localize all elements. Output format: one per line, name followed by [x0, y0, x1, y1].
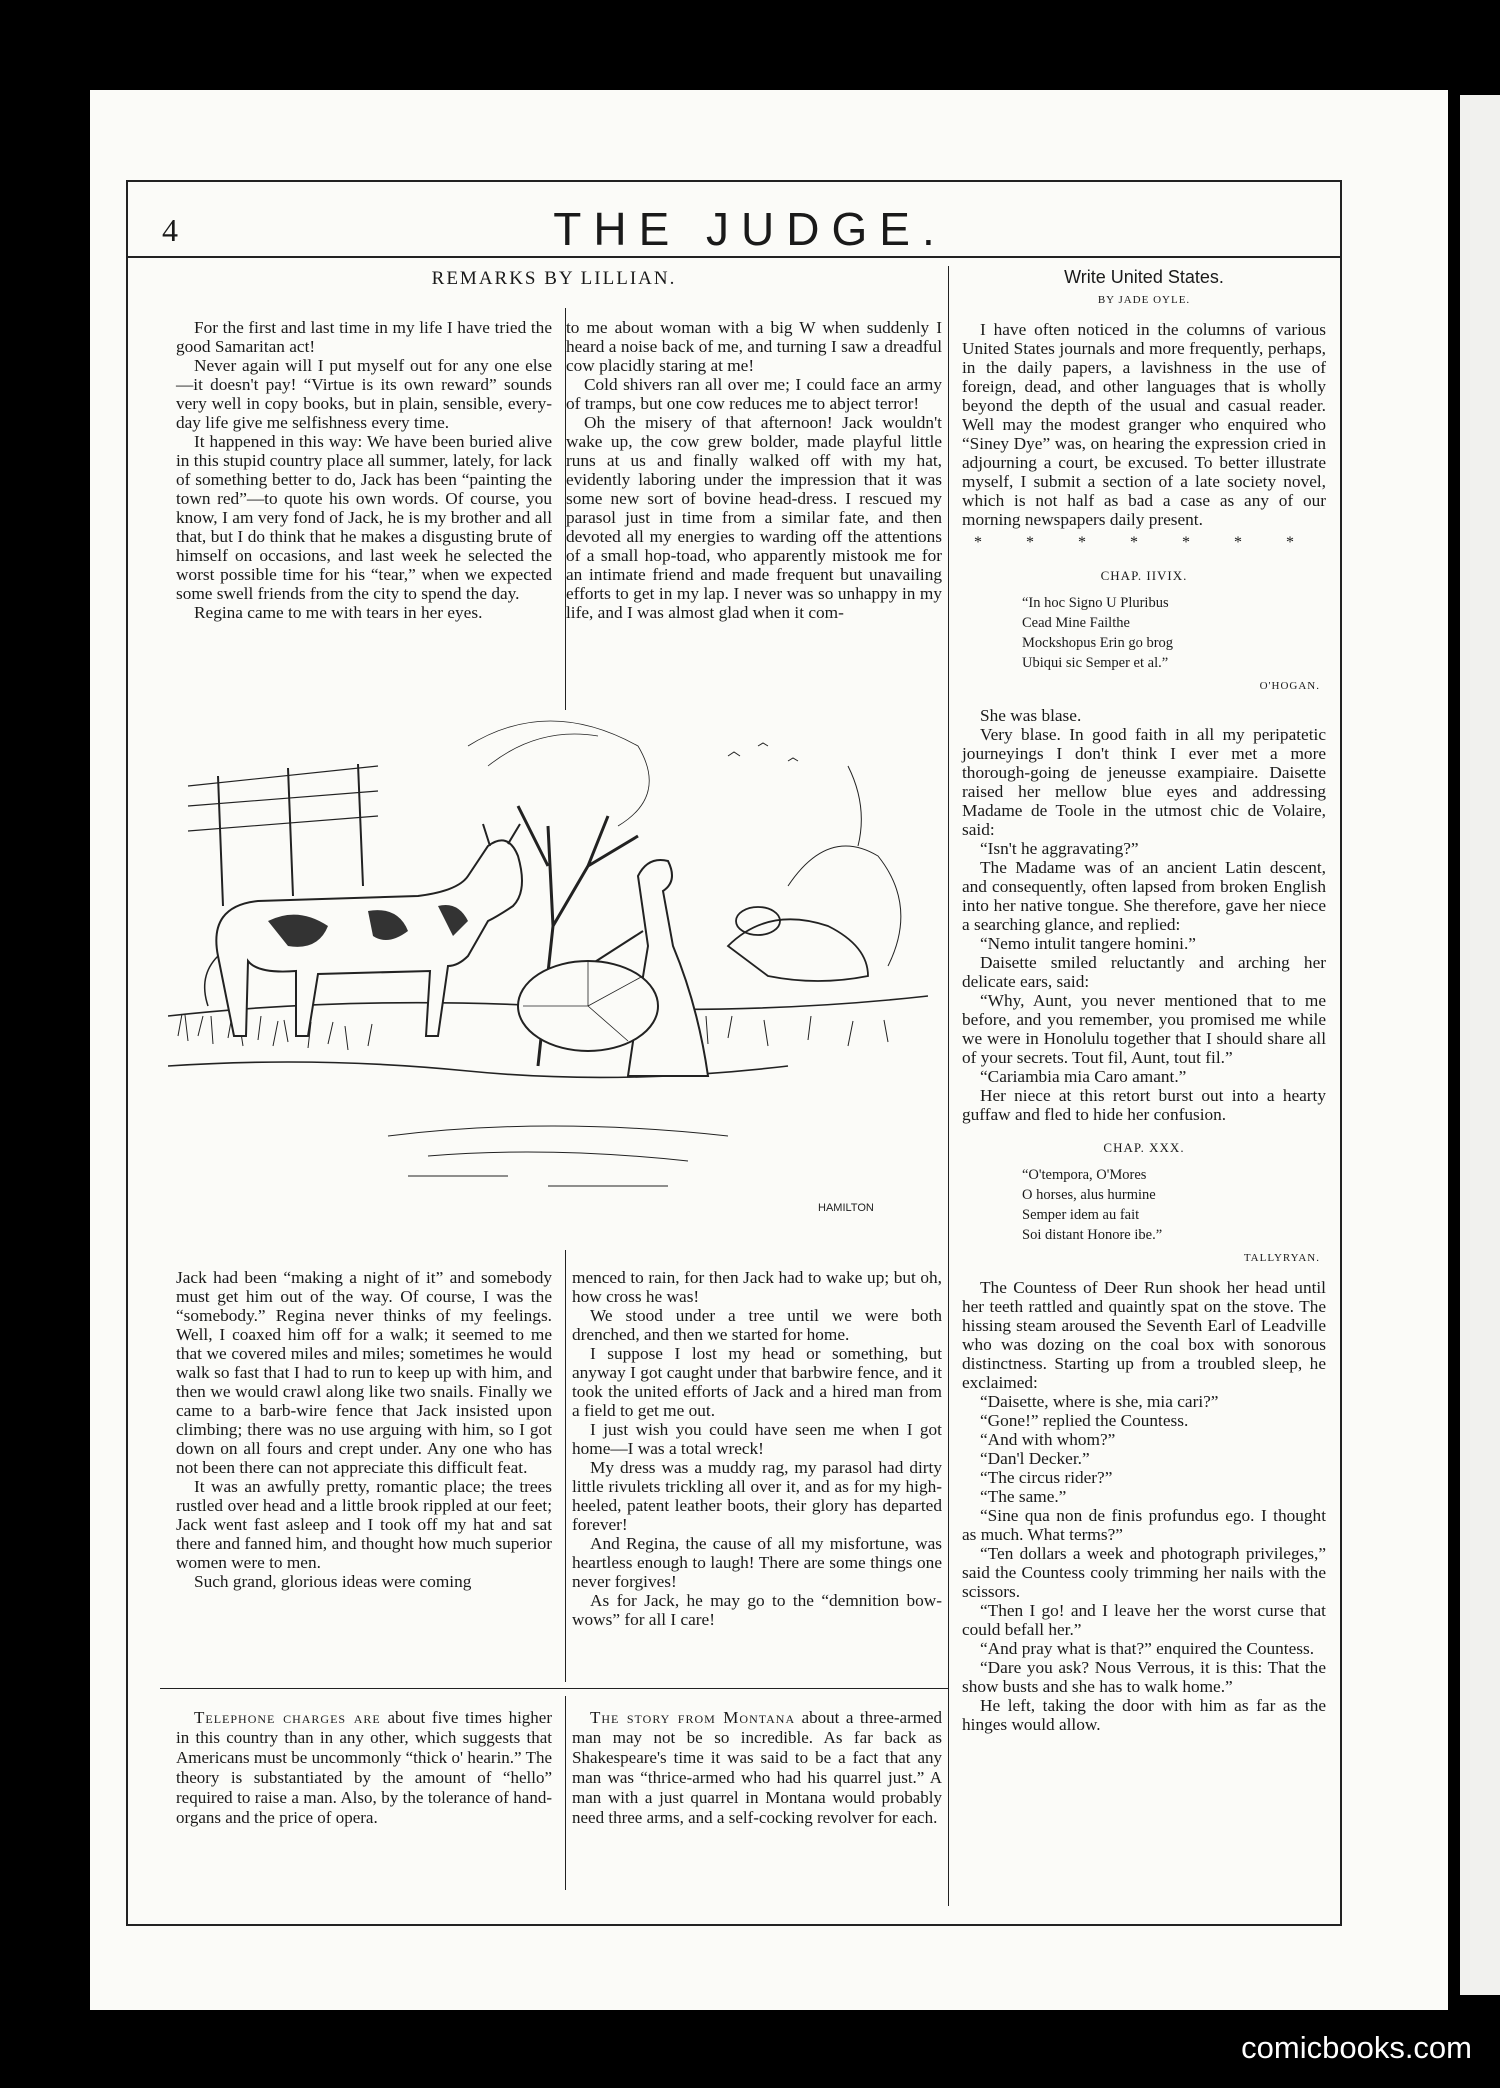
- paragraph: As for Jack, he may go to the “demnition bow-wows” for all I care!: [572, 1591, 942, 1629]
- paragraph: We stood under a tree until we were both drenched, and then we started for home.: [572, 1306, 942, 1344]
- verse-line: “In hoc Signo U Pluribus: [1022, 595, 1169, 611]
- verse-line: Mockshopus Erin go brog: [1022, 635, 1174, 651]
- paragraph: “Dare you ask? Nous Verrous, it is this: That the show busts and she has to walk home.”: [962, 1658, 1326, 1696]
- verse-line: Cead Mine Failthe: [1022, 615, 1130, 631]
- item-lead: The story from Montana: [590, 1708, 796, 1727]
- paragraph: Very blase. In good faith in all my peripatetic journeyings I don't think I ever met a more thorough-going de jeneusse exampiaire. Daisette raised her mellow blue eyes and addressing Madame de Toole in the utmost chic de Volaire, said:: [962, 725, 1326, 839]
- verse-line: “O'tempora, O'Mores: [1022, 1167, 1147, 1183]
- paragraph: “Daisette, where is she, mia cari?”: [980, 1392, 1219, 1411]
- paragraph: I suppose I lost my head or something, but anyway I got caught under that barbwire fence, and it took the united efforts of Jack and a hired man from a field to get me out.: [572, 1344, 942, 1420]
- section-break: * * * * * * *: [974, 534, 1314, 551]
- paragraph: It happened in this way: We have been buried alive in this stupid country place all summer, lately, for lack of something better to do, Jack has been “painting the town red”—to quote his own words. Of course, you know, I am very fond of Jack, he is my brother and all that, but I do think that he makes a disgusting brute of himself on occasions, and last week he selected the worst possible time for his “tear,” when we expected some swell friends from the city to spend the day.: [176, 432, 552, 603]
- paragraph: “Gone!” replied the Countess.: [980, 1411, 1189, 1430]
- paragraph: “Sine qua non de finis profundus ego. I thought as much. What terms?”: [962, 1506, 1326, 1544]
- paragraph: to me about woman with a big W when suddenly I heard a noise back of me, and turning I saw a dreadful cow placidly staring at me!: [566, 318, 942, 375]
- item-text: about a three-armed man may not be so incredible. As far back as Shakespeare's time it was said to be a fact that any man was “thrice-armed who had his quarrel just.” A man with a just quarrel in Montana would probably need three arms, and a self-cocking revolver for each.: [572, 1708, 942, 1827]
- paragraph: Oh the misery of that afternoon! Jack wouldn't wake up, the cow grew bolder, made playful little runs at us and finally walked off with my hat, evidently laboring under the impression that it was some new sort of bovine head-dress. I rescued my parasol just in time from a similar fate, and then devoted all my energies to warding off the attentions of a small hop-toad, who apparently mistook me for an intimate friend and made frequent but unavailing efforts to get in my lap. I never was so unhappy in my life, and I was almost glad when it com-: [566, 413, 942, 622]
- verse-line: O horses, alus hurmine: [1022, 1187, 1156, 1203]
- montana-item: [572, 1708, 942, 1828]
- byline: BY JADE OYLE.: [1097, 294, 1191, 306]
- paragraph: Her niece at this retort burst out into a hearty guffaw and fled to hide her confusion.: [962, 1086, 1326, 1124]
- lillian-column-1: [176, 318, 552, 622]
- page-number: 4: [162, 212, 178, 248]
- verse-line: Ubiqui sic Semper et al.”: [1022, 655, 1169, 671]
- paragraph: I just wish you could have seen me when I got home—I was a total wreck!: [572, 1420, 942, 1458]
- next-page-edge: [1460, 95, 1500, 1995]
- paragraph: menced to rain, for then Jack had to wake up; but oh, how cross he was!: [572, 1268, 942, 1306]
- signature: O'HOGAN.: [1259, 680, 1320, 692]
- paragraph: My dress was a muddy rag, my parasol had dirty little rivulets trickling all over it, and as for my high-heeled, patent leather boots, their glory has departed forever!: [572, 1458, 942, 1534]
- paragraph: The Countess of Deer Run shook her head until her teeth rattled and quaintly spat on the stove. The hissing steam aroused the Seventh Earl of Leadville who was dozing on the coal box with sonorous distinctness. Starting up from a troubled sleep, he exclaimed:: [962, 1278, 1326, 1392]
- masthead: THE JUDGE.: [553, 203, 947, 255]
- paragraph: Jack had been “making a night of it” and somebody must get him out of the way. Of course, I was the “somebody.” Regina never thinks of my feelings. Well, I coaxed him off for a walk; it seemed to me that we covered miles and miles; sometimes he would walk so fast that I had to run to keep up with him, and then we would crawl along like two snails. Finally we came to a barb-wire fence that Jack insisted upon climbing; there was no use arguing with him, so I got down on all fours and crept under. Any one who has not been there can not appreciate this difficult feat.: [176, 1268, 552, 1477]
- verse-line: Semper idem au fait: [1022, 1207, 1140, 1223]
- paragraph: “Why, Aunt, you never mentioned that to me before, and you remember, you promised me while we were in Honolulu together that I should share all of your secrets. Tout fil, Aunt, tout fil.”: [962, 991, 1326, 1067]
- article-title: Write United States.: [1064, 267, 1224, 287]
- paragraph: Such grand, glorious ideas were coming: [194, 1572, 472, 1591]
- masthead-rule: [126, 256, 1342, 258]
- section-rule: [160, 1688, 948, 1689]
- write-united-states-column: [962, 268, 1326, 1734]
- telephone-item: [176, 1708, 552, 1828]
- signature: TALLYRYAN.: [1243, 1252, 1320, 1264]
- paragraph: “Nemo intulit tangere homini.”: [980, 934, 1196, 953]
- paragraph: She was blase.: [980, 706, 1082, 725]
- lillian-column-3: [176, 1268, 552, 1591]
- paragraph: It was an awfully pretty, romantic place; the trees rustled over head and a little brook rippled at our feet; Jack went fast asleep and I took off my hat and sat there and fanned him, and thought how much superior women were to men.: [176, 1477, 552, 1572]
- watermark: comicbooks.com: [1241, 2030, 1472, 2065]
- paragraph: The Madame was of an ancient Latin descent, and consequently, often lapsed from broken English into her native tongue. She therefore, gave her niece a searching glance, and replied:: [962, 858, 1326, 934]
- verse-line: Soi distant Honore ibe.”: [1022, 1227, 1163, 1243]
- lillian-column-4: [572, 1268, 942, 1629]
- lillian-column-2: [566, 318, 942, 622]
- item-text: about five times higher in this country than in any other, which suggests that Americans must be uncommonly “thick o' hearin.” The theory is substantiated by the amount of “hello” required to raise a man. Also, by the tolerance of hand-organs and the price of opera.: [176, 1708, 553, 1827]
- chapter-heading: CHAP. XXX.: [1103, 1140, 1185, 1155]
- paragraph: “Cariambia mia Caro amant.”: [980, 1067, 1187, 1086]
- paragraph: He left, taking the door with him as far as the hinges would allow.: [962, 1696, 1326, 1734]
- paragraph: “Ten dollars a week and photograph privileges,” said the Countess cooly trimming her nails with the scissors.: [962, 1544, 1326, 1601]
- paragraph: Daisette smiled reluctantly and arching her delicate ears, said:: [962, 953, 1326, 991]
- paragraph: Cold shivers ran all over me; I could face an army of tramps, but one cow reduces me to abject terror!: [566, 375, 942, 413]
- paragraph: “Isn't he aggravating?”: [980, 839, 1139, 858]
- paragraph: “And pray what is that?” enquired the Countess.: [980, 1639, 1315, 1658]
- paragraph: “And with whom?”: [980, 1430, 1116, 1449]
- paragraph: Never again will I put myself out for any one else—it doesn't pay! “Virtue is its own reward” sounds very well in copy books, but in plain, sensible, every-day life give me selfishness every time.: [176, 356, 552, 432]
- column-rule: [565, 1696, 566, 1890]
- paragraph: And Regina, the cause of all my misfortune, was heartless enough to laugh! There are some things one never forgives!: [572, 1534, 942, 1591]
- paragraph: “The circus rider?”: [980, 1468, 1113, 1487]
- paragraph: “The same.”: [980, 1487, 1067, 1506]
- paragraph: “Then I go! and I leave her the worst curse that could befall her.”: [962, 1601, 1326, 1639]
- column-rule: [565, 1250, 566, 1682]
- paragraph: Regina came to me with tears in her eyes.: [194, 603, 483, 622]
- chapter-heading: CHAP. IIVIX.: [1100, 568, 1188, 583]
- cow-illustration: [168, 706, 928, 1246]
- item-lead: Telephone charges are: [194, 1708, 381, 1727]
- paragraph: “Dan'l Decker.”: [980, 1449, 1090, 1468]
- article-title: REMARKS BY LILLIAN.: [431, 268, 677, 289]
- column-rule: [948, 266, 949, 1906]
- artist-signature: HAMILTON: [818, 1202, 874, 1214]
- paragraph: I have often noticed in the columns of various United States journals and more frequently, perhaps, in the daily papers, a lavishness in the use of foreign, dead, and other languages that is wholly beyond the depth of the usual and casual reader. Well may the modest granger who enquired who “Siney Dye” was, on hearing the expression cried in adjourning a court, be excused. To better illustrate myself, I submit a section of a late society novel, which is not half as bad a case as any of our morning newspapers daily present.: [962, 320, 1326, 529]
- paragraph: For the first and last time in my life I have tried the good Samaritan act!: [176, 318, 552, 356]
